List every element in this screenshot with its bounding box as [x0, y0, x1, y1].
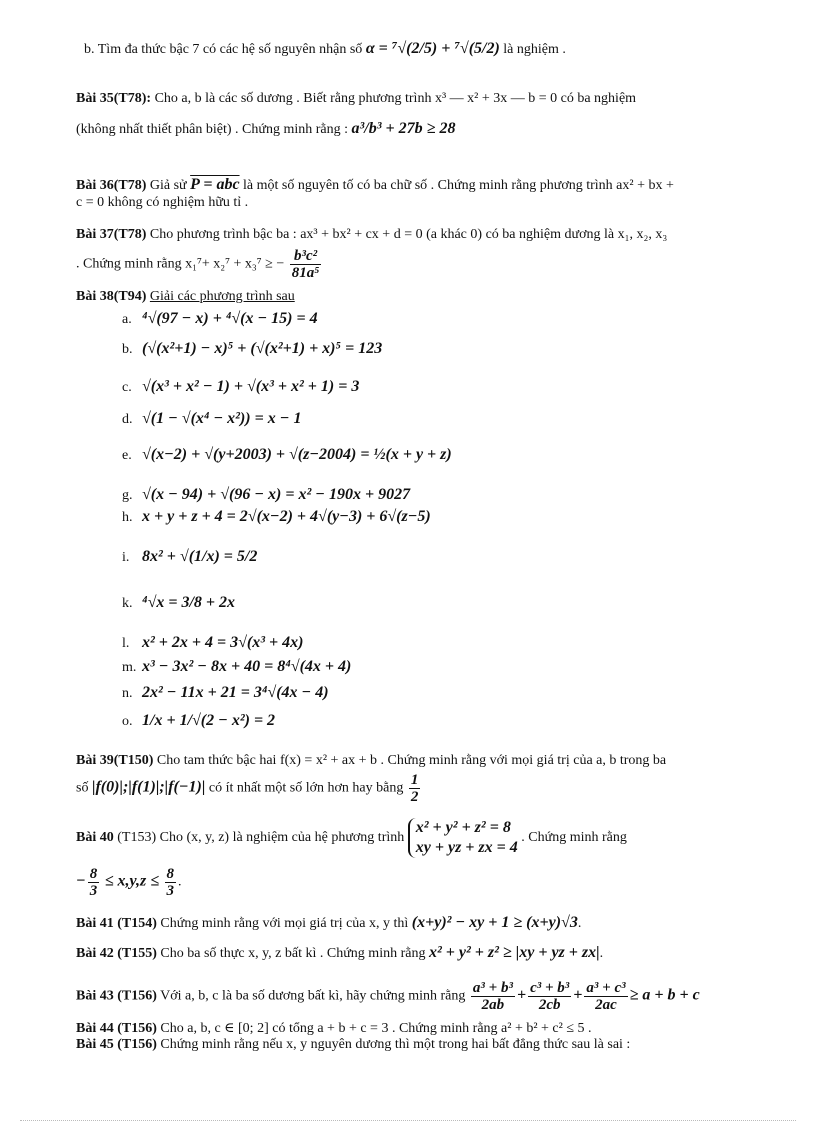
equation-item	[122, 508, 431, 526]
equation-text: (√(x²+1) − x)⁵ + (√(x²+1) + x)⁵ = 123	[142, 340, 383, 357]
equation-item	[122, 340, 382, 358]
b39-fraction: $\frac{1}{2}$	[410, 772, 419, 805]
equation-item	[122, 658, 351, 676]
equation-text: √(1 − √(x⁴ − x²)) = x − 1	[142, 410, 302, 427]
problem-44: Bài 44 (T156) Cho a, b, c ∈ [0; 2] có tổng a + b + c = 3 . Chứng minh rằng a² + b² + c² ≤ 5 .	[76, 1021, 592, 1036]
problem-35-cont: (không nhất thiết phân biệt) . Chứng minh rằng : a³/b³ + 27b ≥ 28	[76, 120, 456, 137]
bottom-dotted-rule	[20, 1120, 796, 1121]
p34b-formula: α = ⁷√(2/5) + ⁷√(5/2)	[365, 40, 500, 57]
problem-40: Bài 40 (T153) Cho (x, y, z) là nghiệm của hệ phương trình x² + y² + z² = 8 xy + yz + zx = 4 . Chứng minh rằng	[76, 819, 627, 856]
b36-formula: P = abc	[190, 176, 240, 193]
equation-item	[122, 410, 301, 428]
equation-key: m.	[122, 660, 137, 675]
equation-text: 2x² − 11x + 21 = 3⁴√(4x − 4)	[142, 684, 329, 701]
equation-item	[122, 712, 275, 730]
problem-45: Bài 45 (T156) Chứng minh rằng nếu x, y nguyên dương thì một trong hai bất đẳng thức sau là sai :	[76, 1037, 631, 1052]
equation-text: x³ − 3x² − 8x + 40 = 8⁴√(4x + 4)	[142, 658, 352, 675]
equation-text: 1/x + 1/√(2 − x²) = 2	[142, 712, 276, 729]
equation-text: x + y + z + 4 = 2√(x−2) + 4√(y−3) + 6√(z−5)	[142, 508, 431, 525]
problem-41: Bài 41 (T154) Chứng minh rằng với mọi giá trị của x, y thì (x+y)² − xy + 1 ≥ (x+y)√3.	[76, 914, 582, 931]
problem-39-cont: số |f(0)|;|f(1)|;|f(−1)| có ít nhất một số lớn hơn hay bằng $\frac{1}{2}$	[76, 772, 419, 805]
equation-key: e.	[122, 448, 132, 463]
problem-40-result: − $\frac{8}{3}$ ≤ x,y,z ≤ $\frac{8}{3}$ .	[76, 866, 182, 899]
equation-item	[122, 684, 329, 702]
equation-item	[122, 594, 235, 612]
problem-43: Bài 43 (T156) Với a, b, c là ba số dương bất kì, hãy chứng minh rằng $\frac{\text{a³ + b³}}{2ab}$ + $\frac{\text{c³ + b³}}{2cb}$ + $\frac{\text{a³ + c³}}{2ac}$ ≥ a + b + c	[76, 980, 700, 1013]
equation-key: o.	[122, 714, 133, 729]
equation-text: x² + 2x + 4 = 3√(x³ + 4x)	[142, 634, 304, 651]
equation-key: d.	[122, 412, 133, 427]
equation-item	[122, 378, 359, 396]
equation-item	[122, 486, 410, 504]
equation-item	[122, 446, 452, 464]
b39-formula: |f(0)|;|f(1)|;|f(−1)|	[91, 778, 206, 796]
equation-key: a.	[122, 312, 132, 327]
equation-key: h.	[122, 510, 133, 525]
problem-38: Bài 38(T94) Giải các phương trình sau	[76, 289, 295, 304]
equation-text: √(x − 94) + √(96 − x) = x² − 190x + 9027	[142, 486, 411, 503]
problem-34b: b. Tìm đa thức bậc 7 có các hệ số nguyên nhận số α = ⁷√(2/5) + ⁷√(5/2) là nghiệm .	[84, 40, 566, 57]
equation-text: ⁴√x = 3/8 + 2x	[142, 594, 236, 611]
problem-39: Bài 39(T150) Cho tam thức bậc hai f(x) = x² + ax + b . Chứng minh rằng với mọi giá trị của a, b trong ba	[76, 753, 667, 768]
equation-item	[122, 634, 304, 652]
equation-key: n.	[122, 686, 133, 701]
equation-item	[122, 548, 257, 566]
b35-formula: a³/b³ + 27b ≥ 28	[351, 120, 456, 137]
b37-fraction: $\frac{\text{b³c²}}{\text{81a⁵}}$	[291, 248, 320, 281]
equation-text: ⁴√(97 − x) + ⁴√(x − 15) = 4	[142, 310, 318, 327]
equation-text: √(x³ + x² − 1) + √(x³ + x² + 1) = 3	[142, 378, 360, 395]
problem-37-cont: . Chứng minh rằng x₁⁷+ x₂⁷ + x₃⁷ ≥ − $\frac{\text{b³c²}}{\text{81a⁵}}$	[76, 248, 320, 281]
equation-text: √(x−2) + √(y+2003) + √(z−2004) = ½(x + y + z)	[142, 446, 452, 463]
equation-key: k.	[122, 596, 133, 611]
problem-37: Bài 37(T78) Cho phương trình bậc ba : ax³ + bx² + cx + d = 0 (a khác 0) có ba nghiệm dương là x₁, x₂, x₃	[76, 227, 668, 242]
equation-key: i.	[122, 550, 130, 565]
equation-key: l.	[122, 636, 130, 651]
equation-text: 8x² + √(1/x) = 5/2	[142, 548, 258, 565]
problem-35: Bài 35(T78): Cho a, b là các số dương . Biết rằng phương trình x³ — x² + 3x — b = 0 có ba nghiệm	[76, 91, 637, 106]
equation-key: c.	[122, 380, 132, 395]
b40-system: x² + y² + z² = 8 xy + yz + zx = 4	[408, 818, 518, 858]
equation-key: b.	[122, 342, 133, 357]
problem-36: Bài 36(T78) Giả sử P = abc là một số nguyên tố có ba chữ số . Chứng minh rằng phương trình ax² + bx +	[76, 176, 674, 193]
problem-42: Bài 42 (T155) Cho ba số thực x, y, z bất kì . Chứng minh rằng x² + y² + z² ≥ |xy + yz + zx|.	[76, 944, 604, 961]
problem-36-cont: c = 0 không có nghiệm hữu tỉ .	[76, 195, 249, 210]
equation-item	[122, 310, 318, 328]
equation-key: g.	[122, 488, 133, 503]
